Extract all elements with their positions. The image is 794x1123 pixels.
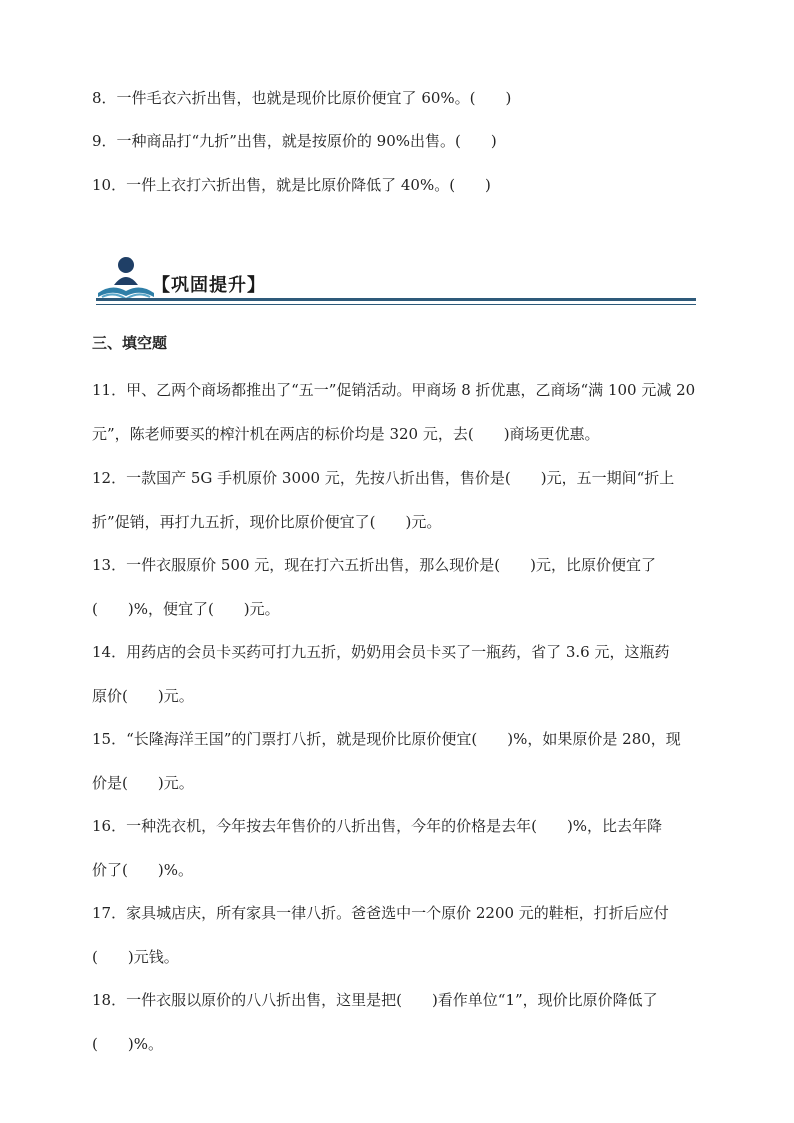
section-title: 三、填空题 — [92, 334, 168, 352]
question-line: 12．一款国产 5G 手机原价 3000 元，先按八折出售，售价是( )元，五一期间“折上 — [92, 469, 675, 487]
question-9: 9．一种商品打“九折”出售，就是按原价的 90%出售。( ) — [92, 132, 497, 150]
section-header-label: 【巩固提升】 — [152, 275, 266, 296]
question-line: ( )元钱。 — [92, 948, 179, 966]
question-line: 15．“长隆海洋王国”的门票打八折，就是现价比原价便宜( )%，如果原价是 280，现 — [92, 730, 681, 748]
question-line: ( )%。 — [92, 1035, 163, 1053]
question-line: 价了( )%。 — [92, 861, 193, 879]
reading-person-icon — [96, 253, 156, 303]
question-line: 18．一件衣服以原价的八八折出售，这里是把( )看作单位“1”，现价比原价降低了 — [92, 991, 658, 1009]
question-line: 价是( )元。 — [92, 774, 194, 792]
header-rule-thick — [96, 298, 696, 301]
question-line: 14．用药店的会员卡买药可打九五折，奶奶用会员卡买了一瓶药，省了 3.6 元，这瓶药 — [92, 643, 670, 661]
question-line: 原价( )元。 — [92, 687, 194, 705]
question-10: 10．一件上衣打六折出售，就是比原价降低了 40%。( ) — [92, 176, 491, 194]
question-line: ( )%，便宜了( )元。 — [92, 600, 280, 618]
header-rule-thin — [96, 304, 696, 305]
question-line: 16．一种洗衣机，今年按去年售价的八折出售，今年的价格是去年( )%，比去年降 — [92, 817, 663, 835]
question-8: 8．一件毛衣六折出售，也就是现价比原价便宜了 60%。( ) — [92, 89, 512, 107]
question-line: 13．一件衣服原价 500 元，现在打六五折出售，那么现价是( )元，比原价便宜了 — [92, 556, 656, 574]
question-line: 17．家具城店庆，所有家具一律八折。爸爸选中一个原价 2200 元的鞋柜，打折后应付 — [92, 904, 669, 922]
question-line: 折”促销，再打九五折，现价比原价便宜了( )元。 — [92, 513, 442, 531]
question-line: 元”，陈老师要买的榨汁机在两店的标价均是 320 元，去( )商场更优惠。 — [92, 425, 600, 443]
question-line: 11．甲、乙两个商场都推出了“五一”促销活动。甲商场 8 折优惠，乙商场“满 100 元减 20 — [92, 381, 696, 399]
